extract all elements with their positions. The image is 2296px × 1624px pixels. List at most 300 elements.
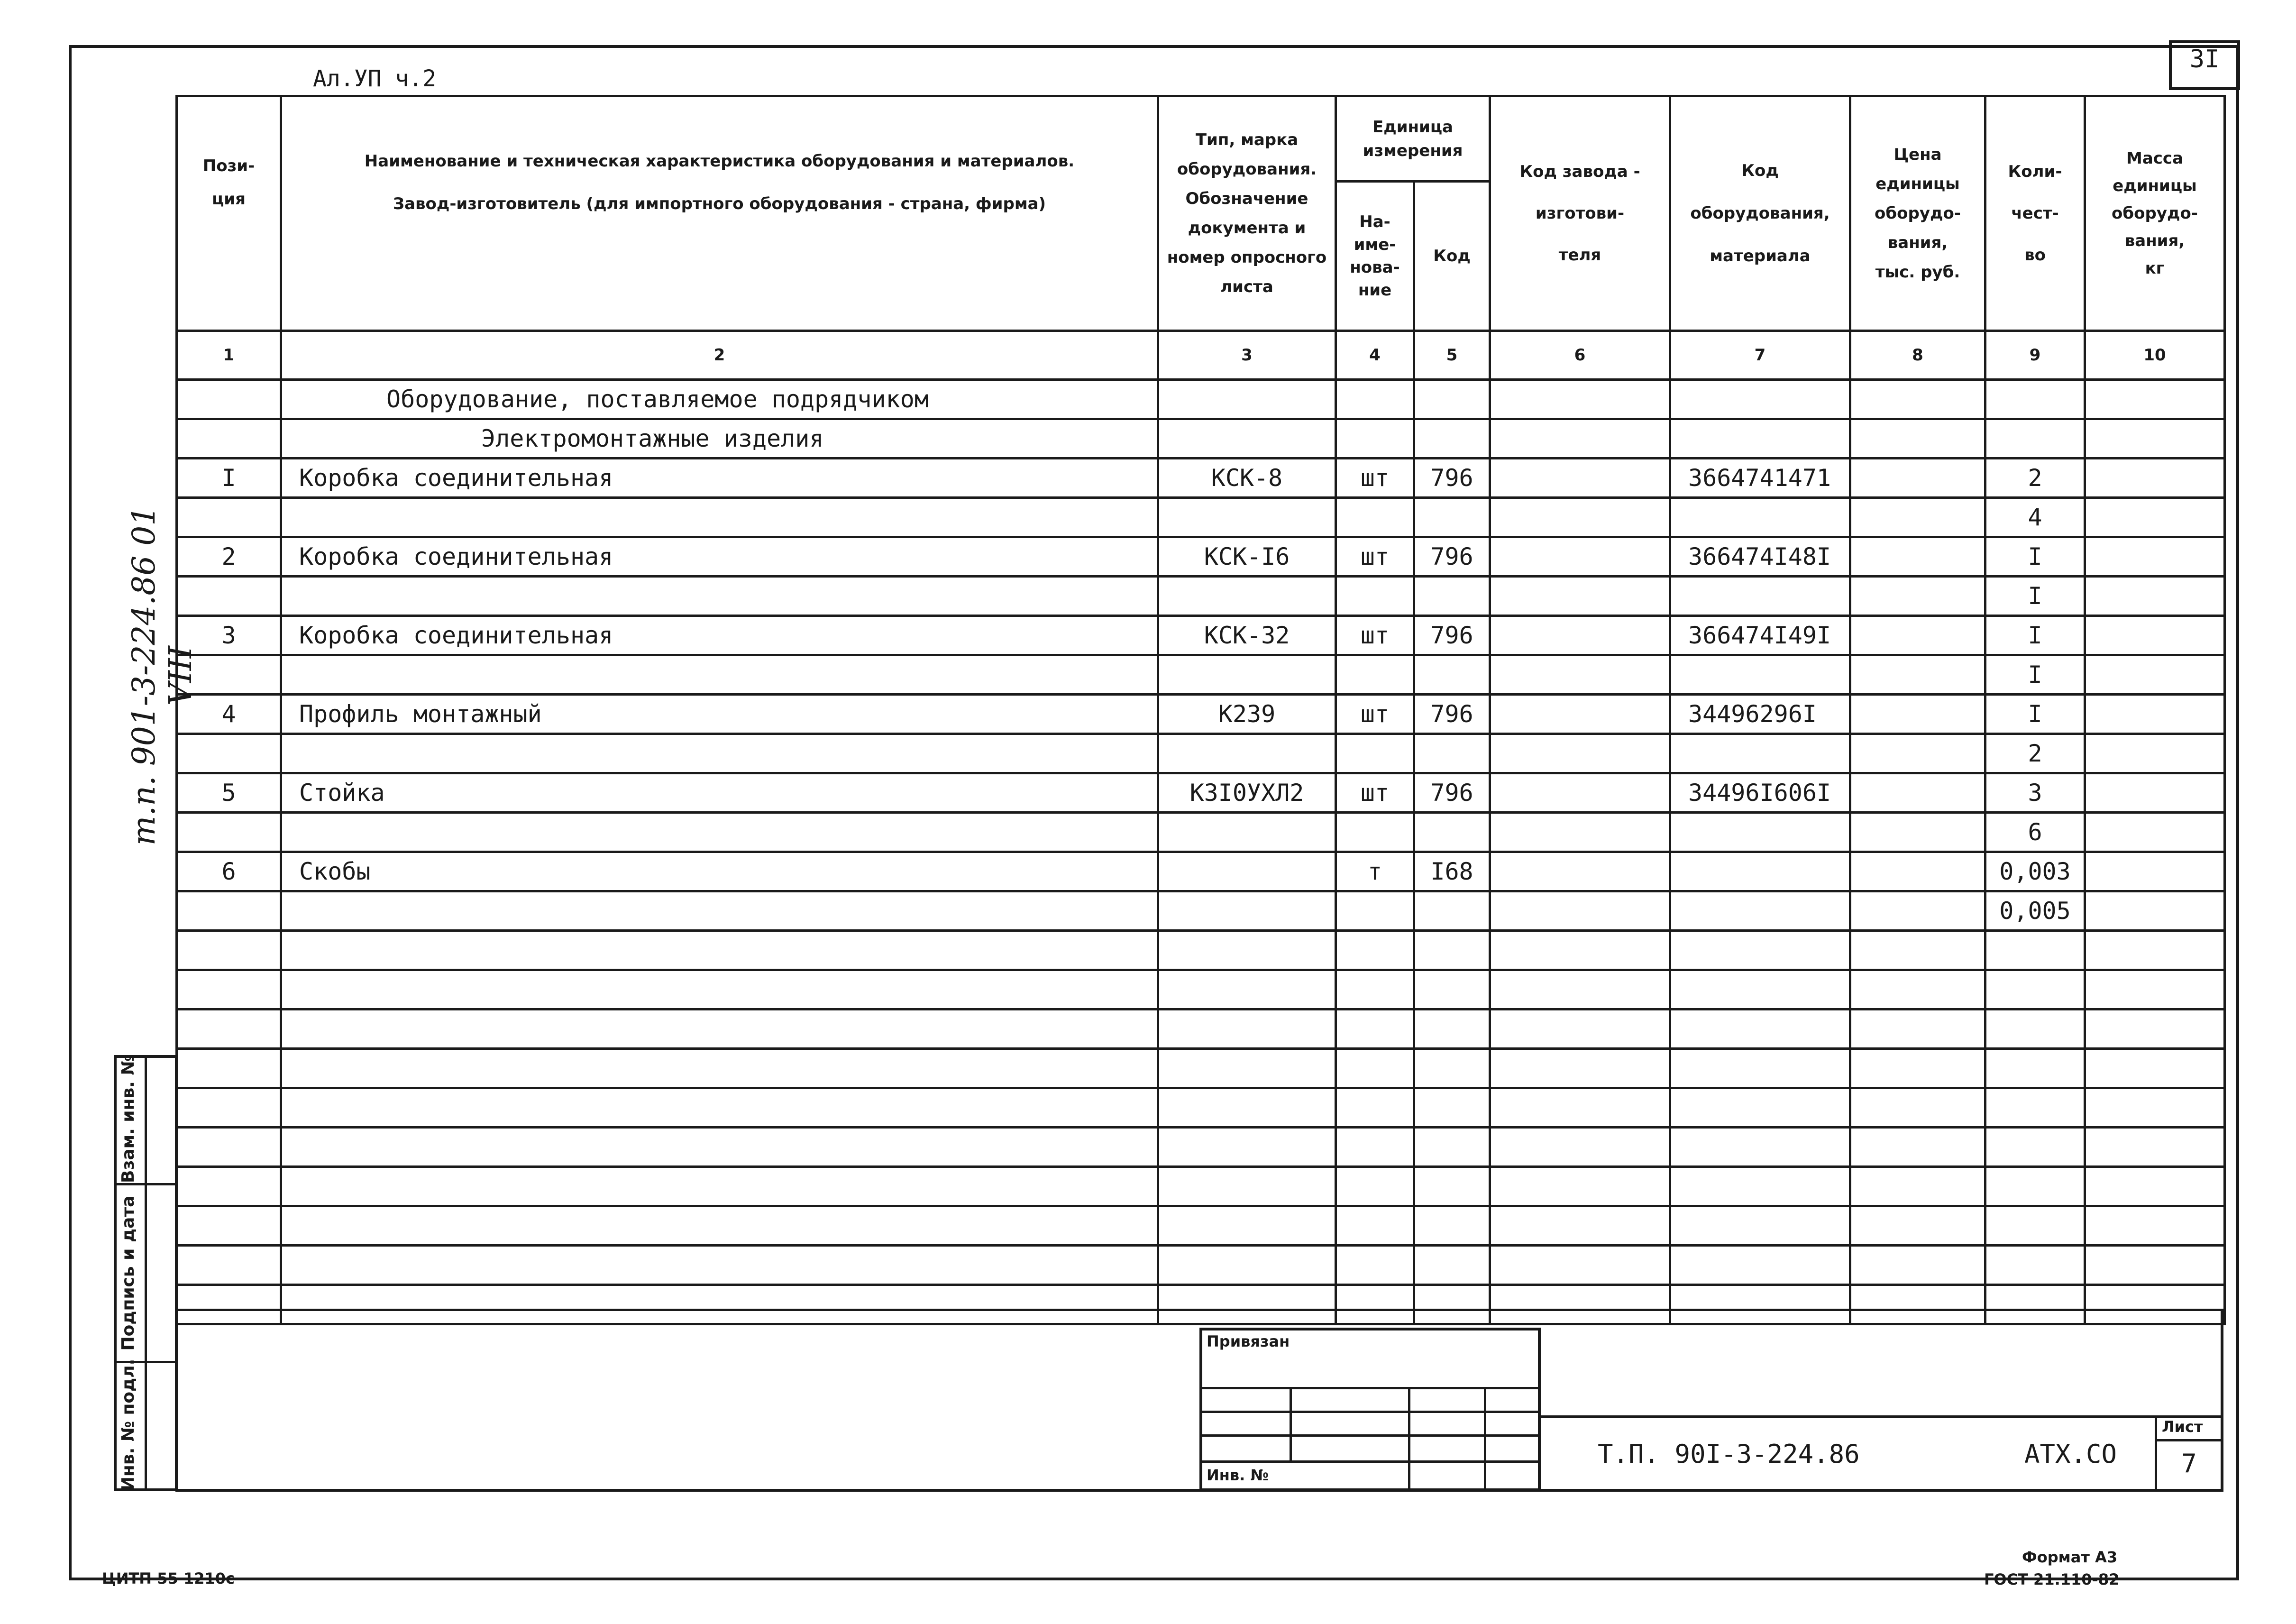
cell-empty — [1336, 931, 1414, 970]
designation: Т.П. 90I-3-224.86 — [1598, 1439, 1860, 1469]
cell-empty — [1490, 970, 1670, 1009]
title-block-designation-line — [1541, 1415, 2223, 1418]
cell-empty — [1158, 655, 1336, 695]
grid-line — [1199, 1387, 1541, 1389]
cell-price — [1850, 459, 1985, 498]
title-block-top-line — [175, 1309, 2223, 1311]
column-number: 5 — [1414, 331, 1490, 380]
cell-empty — [281, 1285, 1158, 1324]
header-unit: Единица измерения — [1336, 96, 1490, 182]
cell-empty — [1490, 577, 1670, 616]
cell-empty — [281, 1167, 1158, 1206]
table-row — [177, 459, 2225, 498]
inv-no-label: Инв. № — [1207, 1466, 1269, 1484]
cell-empty — [1414, 891, 1490, 931]
cell-empty — [2085, 1088, 2225, 1128]
header-quantity: Коли- чест- во — [1985, 96, 2085, 331]
cell-empty — [281, 1049, 1158, 1088]
cell-empty — [177, 1049, 281, 1088]
subsection-row — [177, 419, 2225, 459]
cell-type: К239 — [1158, 695, 1336, 734]
cell-unit: шт — [1336, 616, 1414, 655]
cell-empty — [1414, 1246, 1490, 1285]
cell-name: Профиль монтажный — [281, 695, 1158, 734]
cell-equip-code: 366474I49I — [1670, 616, 1850, 655]
cell-empty — [177, 813, 281, 852]
cell-empty — [1158, 1206, 1336, 1246]
cell-empty — [1414, 498, 1490, 537]
cell-unit-code: 796 — [1414, 459, 1490, 498]
cell-empty — [2085, 1206, 2225, 1246]
cell-empty — [1985, 1009, 2085, 1049]
cell-empty — [1490, 1206, 1670, 1246]
cell-empty — [1414, 1167, 1490, 1206]
table-row-sub — [177, 498, 2225, 537]
cell-unit: шт — [1336, 537, 1414, 577]
cell-empty — [1670, 1246, 1850, 1285]
cell-empty — [281, 813, 1158, 852]
cell-name: Коробка соединительная — [281, 537, 1158, 577]
cell-empty — [281, 734, 1158, 773]
header-name-line2: Завод-изготовитель (для импортного оборудования - страна, фирма) — [393, 194, 1046, 213]
header-name — [281, 96, 1158, 331]
table-row-sub — [177, 813, 2225, 852]
item-rows — [177, 459, 2225, 931]
cell-empty — [1490, 891, 1670, 931]
table-row — [177, 773, 2225, 813]
blank-row — [177, 1088, 2225, 1128]
cell-pos: I — [177, 459, 281, 498]
cell-empty — [2085, 1285, 2225, 1324]
cell-equip-code: 34496296I — [1670, 695, 1850, 734]
header-position: Пози- ция — [177, 96, 281, 331]
cell-qty2: I — [1985, 577, 2085, 616]
label-podpis-data: Подпись и дата — [119, 1195, 138, 1351]
header-name-line1: Наименование и техническая характеристика оборудования и материалов. — [364, 152, 1075, 171]
column-number: 7 — [1670, 331, 1850, 380]
cell-empty — [1850, 1009, 1985, 1049]
title-block-left-line — [175, 1309, 178, 1491]
table-row-sub — [177, 577, 2225, 616]
header-unit-code: Код — [1414, 182, 1490, 331]
cell-empty — [1414, 1049, 1490, 1088]
cell-unit-code: 796 — [1414, 616, 1490, 655]
cell-empty — [177, 931, 281, 970]
cell-empty — [1490, 1285, 1670, 1324]
cell-empty — [1985, 1167, 2085, 1206]
cell-empty — [177, 1206, 281, 1246]
cell-empty — [1336, 1128, 1414, 1167]
cell-qty2: 6 — [1985, 813, 2085, 852]
cell-empty — [177, 1167, 281, 1206]
cell-empty — [281, 1128, 1158, 1167]
sheet-label: Лист — [2162, 1418, 2203, 1436]
cell-empty — [1414, 1206, 1490, 1246]
cell-factory-code — [1490, 459, 1670, 498]
cell-qty2: 2 — [1985, 734, 2085, 773]
cell-empty — [177, 498, 281, 537]
cell-empty — [1670, 1128, 1850, 1167]
label-inv-podl: Инв. № подл. — [119, 1358, 138, 1491]
cell-empty — [281, 1009, 1158, 1049]
cell-empty — [1158, 1246, 1336, 1285]
cell-empty — [177, 577, 281, 616]
cell-empty — [1670, 655, 1850, 695]
cell-empty — [1336, 1285, 1414, 1324]
blank-row — [177, 1049, 2225, 1088]
cell-unit: т — [1336, 852, 1414, 891]
cell-empty — [177, 1246, 281, 1285]
cell-empty — [1670, 1167, 1850, 1206]
cell-empty — [1670, 931, 1850, 970]
cell-unit-code: 796 — [1414, 537, 1490, 577]
grid-line — [1484, 1387, 1486, 1491]
cell-empty — [1158, 498, 1336, 537]
cell-empty — [2085, 655, 2225, 695]
table-row — [177, 695, 2225, 734]
table-row-sub — [177, 891, 2225, 931]
cell-empty — [1490, 1246, 1670, 1285]
cell-qty: I — [1985, 537, 2085, 577]
cell-unit-code: 796 — [1414, 773, 1490, 813]
cell-empty — [1414, 813, 1490, 852]
cell-empty — [1850, 931, 1985, 970]
cell-mass — [2085, 616, 2225, 655]
cell-empty — [1490, 655, 1670, 695]
cell-empty — [1336, 1246, 1414, 1285]
cell-empty — [281, 970, 1158, 1009]
table-row — [177, 537, 2225, 577]
column-number: 8 — [1850, 331, 1985, 380]
cell-empty — [1414, 1128, 1490, 1167]
blank-row — [177, 1246, 2225, 1285]
page-number: 3I — [2189, 45, 2220, 73]
cell-equip-code — [1670, 852, 1850, 891]
blank-row — [177, 1285, 2225, 1324]
cell-empty — [1850, 1206, 1985, 1246]
cell-pos: 2 — [177, 537, 281, 577]
side-strip-column — [145, 1055, 147, 1491]
cell-empty — [1850, 734, 1985, 773]
cell-empty — [1670, 1206, 1850, 1246]
cell-empty — [2085, 1049, 2225, 1088]
cell-empty — [1158, 931, 1336, 970]
cell-unit: шт — [1336, 773, 1414, 813]
cell-empty — [281, 1246, 1158, 1285]
cell-type: КСК-I6 — [1158, 537, 1336, 577]
cell-empty — [1490, 1088, 1670, 1128]
header-equipment-code: Код оборудования, материала — [1670, 96, 1850, 331]
header-row — [177, 96, 2225, 182]
cell-empty — [1336, 970, 1414, 1009]
label-vzam-inv: Взам. инв. № — [119, 1055, 138, 1183]
cell-empty — [1336, 813, 1414, 852]
grid-line — [1290, 1387, 1292, 1460]
cell-empty — [1158, 1088, 1336, 1128]
cell-empty — [1158, 1167, 1336, 1206]
column-number: 6 — [1490, 331, 1670, 380]
cell-empty — [1414, 734, 1490, 773]
cell-type: КСК-8 — [1158, 459, 1336, 498]
cell-empty — [2085, 498, 2225, 537]
cell-empty — [1336, 498, 1414, 537]
cell-empty — [1985, 1088, 2085, 1128]
cell-empty — [281, 577, 1158, 616]
table-row — [177, 852, 2225, 891]
cell-empty — [2085, 1128, 2225, 1167]
cell-empty — [1670, 577, 1850, 616]
cell-factory-code — [1490, 852, 1670, 891]
sheet-box-line — [2155, 1439, 2223, 1441]
blank-row — [177, 970, 2225, 1009]
cell-equip-code: 34496I606I — [1670, 773, 1850, 813]
cell-empty — [2085, 813, 2225, 852]
cell-unit-code: I68 — [1414, 852, 1490, 891]
cell-price — [1850, 852, 1985, 891]
cell-empty — [1985, 1285, 2085, 1324]
cell-pos: 3 — [177, 616, 281, 655]
cell-empty — [1670, 734, 1850, 773]
cell-empty — [1850, 498, 1985, 537]
cell-empty — [1490, 1049, 1670, 1088]
table-row-sub — [177, 734, 2225, 773]
section-row — [177, 380, 2225, 419]
table-row — [177, 616, 2225, 655]
cell-empty — [1158, 734, 1336, 773]
header-type: Тип, марка оборудования. Обозначение документа и номер опросного листа — [1158, 96, 1336, 331]
cell-empty — [1850, 577, 1985, 616]
cell-empty — [177, 655, 281, 695]
cell-empty — [1490, 498, 1670, 537]
cell-unit-code: 796 — [1414, 695, 1490, 734]
grid-line — [1199, 1411, 1541, 1413]
blank-row — [177, 1009, 2225, 1049]
cell-empty — [1490, 1009, 1670, 1049]
sheet-number: 7 — [2181, 1449, 2197, 1478]
cell-empty — [1490, 734, 1670, 773]
cell-empty — [1850, 655, 1985, 695]
cell-empty — [1414, 1009, 1490, 1049]
column-number: 3 — [1158, 331, 1336, 380]
cell-empty — [177, 970, 281, 1009]
gost-label: ГОСТ 21.110-82 — [1984, 1570, 2120, 1588]
cell-empty — [1850, 1128, 1985, 1167]
cell-type: К3I0УХЛ2 — [1158, 773, 1336, 813]
cell-qty: 3 — [1985, 773, 2085, 813]
grid-line — [1408, 1387, 1410, 1491]
cell-price — [1850, 773, 1985, 813]
cell-name: Коробка соединительная — [281, 616, 1158, 655]
cell-price — [1850, 537, 1985, 577]
cell-empty — [1490, 931, 1670, 970]
cell-empty — [1158, 813, 1336, 852]
cell-empty — [1850, 1088, 1985, 1128]
cell-empty — [1158, 970, 1336, 1009]
cell-qty: I — [1985, 616, 2085, 655]
cell-type: КСК-32 — [1158, 616, 1336, 655]
blank-rows — [177, 931, 2225, 1324]
cell-empty — [177, 1009, 281, 1049]
cell-empty — [177, 891, 281, 931]
cell-empty — [1985, 1128, 2085, 1167]
cell-empty — [1670, 498, 1850, 537]
cell-qty2: 0,005 — [1985, 891, 2085, 931]
cell-empty — [2085, 970, 2225, 1009]
cell-empty — [1336, 1206, 1414, 1246]
cell-empty — [1490, 1167, 1670, 1206]
column-number: 1 — [177, 331, 281, 380]
cell-empty — [1414, 931, 1490, 970]
column-number: 9 — [1985, 331, 2085, 380]
cell-empty — [1336, 891, 1414, 931]
cell-empty — [1414, 577, 1490, 616]
cell-empty — [1414, 970, 1490, 1009]
cell-empty — [2085, 931, 2225, 970]
cell-empty — [1850, 1167, 1985, 1206]
column-number: 10 — [2085, 331, 2225, 380]
cell-qty: 2 — [1985, 459, 2085, 498]
cell-factory-code — [1490, 537, 1670, 577]
cell-empty — [281, 891, 1158, 931]
cell-empty — [177, 1128, 281, 1167]
cell-empty — [1490, 1128, 1670, 1167]
cell-empty — [1158, 1049, 1336, 1088]
header-factory-code: Код завода - изготови- теля — [1490, 96, 1670, 331]
cell-empty — [1985, 1049, 2085, 1088]
cell-empty — [1490, 813, 1670, 852]
cell-mass — [2085, 852, 2225, 891]
cell-mass — [2085, 459, 2225, 498]
cell-qty2: I — [1985, 655, 2085, 695]
side-designation: т.п. 901-3-224.86 01 VIII — [126, 505, 199, 846]
cell-empty — [281, 1088, 1158, 1128]
format-label: Формат А3 — [2022, 1548, 2118, 1566]
cell-empty — [1336, 1088, 1414, 1128]
cell-empty — [2085, 1009, 2225, 1049]
cell-unit: шт — [1336, 459, 1414, 498]
cell-empty — [1670, 813, 1850, 852]
cell-empty — [1336, 1009, 1414, 1049]
cell-empty — [1158, 1128, 1336, 1167]
cell-empty — [177, 734, 281, 773]
cell-empty — [1414, 655, 1490, 695]
cell-empty — [1158, 1285, 1336, 1324]
cell-empty — [1850, 1246, 1985, 1285]
cell-empty — [1985, 1246, 2085, 1285]
cell-empty — [1336, 1049, 1414, 1088]
column-number: 4 — [1336, 331, 1414, 380]
cell-empty — [1850, 1285, 1985, 1324]
cell-mass — [2085, 695, 2225, 734]
cell-pos: 4 — [177, 695, 281, 734]
cell-empty — [1670, 891, 1850, 931]
cell-empty — [1850, 970, 1985, 1009]
cell-empty — [1414, 1285, 1490, 1324]
section-title: Оборудование, поставляемое подрядчиком — [281, 380, 1158, 419]
cell-empty — [177, 1088, 281, 1128]
cell-pos: 5 — [177, 773, 281, 813]
header-mass: Масса единицы оборудо- вания, кг — [2085, 96, 2225, 331]
grid-line — [1199, 1434, 1541, 1437]
subsection-title: Электромонтажные изделия — [281, 419, 1158, 459]
doc-ref: Ал.УП ч.2 — [313, 65, 437, 92]
cell-empty — [281, 1206, 1158, 1246]
cell-empty — [1336, 734, 1414, 773]
cell-factory-code — [1490, 773, 1670, 813]
cell-empty — [2085, 891, 2225, 931]
cell-empty — [1158, 577, 1336, 616]
cell-empty — [1850, 1049, 1985, 1088]
blank-row — [177, 931, 2225, 970]
cell-empty — [1670, 970, 1850, 1009]
column-number: 2 — [281, 331, 1158, 380]
cell-empty — [281, 498, 1158, 537]
blank-row — [177, 1128, 2225, 1167]
cell-price — [1850, 616, 1985, 655]
doc-code: АТХ.СО — [2024, 1439, 2117, 1469]
cell-qty: I — [1985, 695, 2085, 734]
cell-empty — [2085, 1246, 2225, 1285]
column-number-row — [177, 331, 2225, 380]
stamp-citp: ЦИТП 55 1210с — [102, 1569, 235, 1587]
cell-empty — [281, 931, 1158, 970]
cell-empty — [281, 655, 1158, 695]
cell-type — [1158, 852, 1336, 891]
blank-row — [177, 1167, 2225, 1206]
cell-empty — [1985, 931, 2085, 970]
cell-empty — [177, 1285, 281, 1324]
cell-pos: 6 — [177, 852, 281, 891]
cell-empty — [1670, 1285, 1850, 1324]
cell-unit: шт — [1336, 695, 1414, 734]
cell-price — [1850, 695, 1985, 734]
cell-empty — [1336, 1167, 1414, 1206]
cell-empty — [1670, 1009, 1850, 1049]
equipment-table — [175, 95, 2226, 1325]
privyazan-label: Привязан — [1207, 1332, 1290, 1350]
cell-empty — [1850, 891, 1985, 931]
cell-mass — [2085, 773, 2225, 813]
cell-empty — [2085, 734, 2225, 773]
blank-row — [177, 1206, 2225, 1246]
cell-empty — [1850, 813, 1985, 852]
cell-mass — [2085, 537, 2225, 577]
cell-empty — [1158, 891, 1336, 931]
header-unit-name: На- име- нова- ние — [1336, 182, 1414, 331]
cell-empty — [2085, 1167, 2225, 1206]
cell-name: Скобы — [281, 852, 1158, 891]
header-price: Цена единицы оборудо- вания, тыс. руб. — [1850, 96, 1985, 331]
cell-qty: 0,003 — [1985, 852, 2085, 891]
cell-empty — [1670, 1049, 1850, 1088]
cell-name: Стойка — [281, 773, 1158, 813]
cell-factory-code — [1490, 695, 1670, 734]
cell-empty — [1158, 1009, 1336, 1049]
cell-empty — [1336, 655, 1414, 695]
cell-empty — [1985, 1206, 2085, 1246]
table-row-sub — [177, 655, 2225, 695]
cell-empty — [2085, 577, 2225, 616]
cell-empty — [1985, 970, 2085, 1009]
cell-equip-code: 366474I48I — [1670, 537, 1850, 577]
cell-qty2: 4 — [1985, 498, 2085, 537]
cell-name: Коробка соединительная — [281, 459, 1158, 498]
cell-factory-code — [1490, 616, 1670, 655]
cell-empty — [1414, 1088, 1490, 1128]
cell-empty — [1670, 1088, 1850, 1128]
cell-empty — [1336, 577, 1414, 616]
cell-equip-code: 3664741471 — [1670, 459, 1850, 498]
